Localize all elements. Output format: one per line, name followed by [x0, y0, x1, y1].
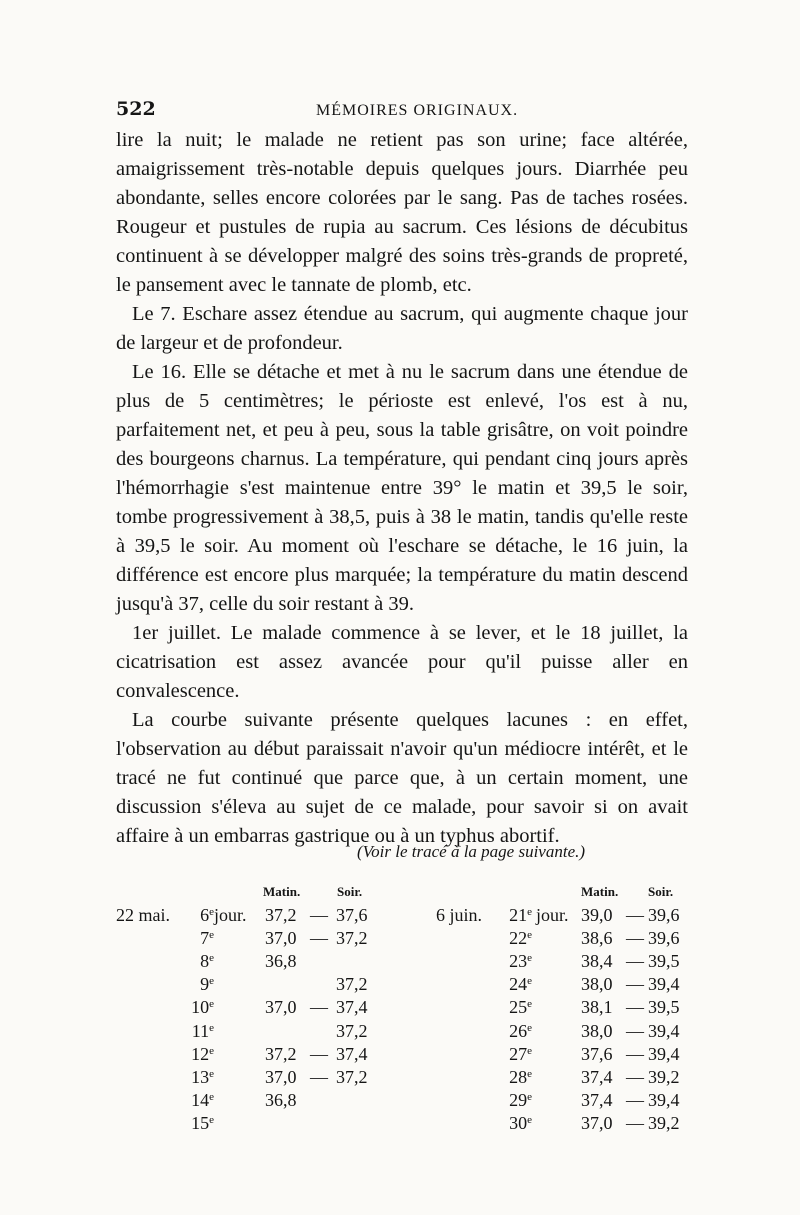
day-number: [191, 1113, 214, 1134]
morning-temperature: 38,6: [581, 928, 613, 949]
day-number: [509, 1067, 532, 1088]
morning-temperature: 37,2: [265, 905, 297, 925]
morning-temperature: 37,6: [581, 1043, 613, 1064]
ordinal-suffix: e: [527, 929, 532, 942]
day-number: [509, 974, 532, 995]
day-ordinal-number: 12: [191, 1043, 210, 1064]
morning-temperature: 37,0: [581, 1112, 613, 1133]
paragraph: Le 7. Eschare assez étendue au sacrum, qui augmente chaque jour de largeur et de profondeur.: [116, 303, 688, 354]
figure-reference-caption: (Voir le tracé à la page suivante.): [357, 842, 586, 861]
day-label: jour.: [214, 905, 247, 925]
day-number: [191, 1090, 214, 1111]
separator-dash: —: [626, 1066, 644, 1087]
morning-temperature: 37,0: [265, 1066, 297, 1087]
day-ordinal-number: 9: [200, 974, 210, 995]
day-number: [192, 1021, 214, 1042]
morning-temperature: 38,4: [581, 951, 613, 972]
ordinal-suffix: e: [527, 975, 532, 988]
morning-temperature: 39,0: [581, 905, 613, 925]
separator-dash: —: [626, 1020, 644, 1041]
evening-temperature: 39,5: [648, 997, 680, 1018]
day-number: [200, 928, 214, 949]
separator-dash: —: [626, 1089, 644, 1110]
day-ordinal-number: 24: [509, 974, 528, 995]
running-title: MÉMOIRES ORIGINAUX.: [316, 102, 519, 119]
morning-temperature: 38,0: [581, 974, 613, 995]
separator-dash: —: [626, 1043, 644, 1064]
ordinal-suffix: e: [527, 906, 532, 918]
day-ordinal-number: 28: [509, 1066, 528, 1087]
page-header: [116, 98, 686, 122]
day-ordinal-number: 15: [191, 1112, 210, 1133]
evening-temperature: 39,6: [648, 928, 680, 949]
evening-temperature: 39,4: [648, 1020, 680, 1041]
day-ordinal-number: 29: [509, 1089, 528, 1110]
right-column-header-matin: Matin.: [581, 884, 619, 899]
day-number: [509, 997, 532, 1018]
evening-temperature: 39,4: [648, 1043, 680, 1064]
left-column-header-matin: Matin.: [263, 884, 301, 899]
separator-dash: —: [626, 1112, 644, 1133]
evening-temperature: 37,2: [336, 974, 368, 995]
evening-temperature: 37,4: [336, 1043, 368, 1064]
separator-dash: —: [626, 974, 644, 995]
separator-dash: —: [310, 1043, 328, 1064]
ordinal-suffix: e: [527, 1021, 532, 1034]
day-ordinal-number: 30: [509, 1112, 528, 1133]
day-number: [509, 1113, 532, 1134]
separator-dash: —: [310, 928, 328, 949]
ordinal-suffix: e: [209, 1113, 214, 1126]
ordinal-suffix: e: [209, 906, 214, 918]
ordinal-suffix: e: [527, 1044, 532, 1057]
day-ordinal-number: 14: [191, 1089, 210, 1110]
ordinal-suffix: e: [209, 929, 214, 942]
separator-dash: —: [626, 997, 644, 1018]
day-number: [191, 1044, 214, 1065]
evening-temperature: 37,4: [336, 997, 368, 1018]
evening-temperature: 39,5: [648, 951, 680, 972]
right-column-header-soir: Soir.: [648, 884, 674, 899]
morning-temperature: 37,0: [265, 997, 297, 1018]
separator-dash: —: [626, 905, 644, 925]
paragraph: lire la nuit; le malade ne retient pas son urine; face altérée, amaigrissement très-notable depuis quelques jours. Diarrhée peu abondante, selles encore colorées par le sang. Pas de taches rosées. Rougeur et pustules de rupia au sacrum. Ces lésions de décubitus continuent à se développer malgré des soins très-grands de propreté, le pansement avec le tannate de plomb, etc.: [116, 129, 688, 296]
separator-dash: —: [310, 1066, 328, 1087]
evening-temperature: 39,4: [648, 974, 680, 995]
body-text: [116, 126, 688, 851]
ordinal-suffix: e: [209, 998, 214, 1011]
day-ordinal-number: 11: [191, 1020, 210, 1041]
separator-dash: —: [626, 951, 644, 972]
ordinal-suffix: e: [527, 1090, 532, 1103]
day-number: [509, 951, 532, 972]
day-ordinal-number: 21: [509, 905, 528, 925]
row-date: 6 juin.: [436, 905, 483, 925]
day-number: [509, 928, 532, 949]
morning-temperature: 36,8: [265, 1089, 297, 1110]
day-number: [509, 1021, 532, 1042]
day-ordinal-number: 22: [509, 928, 528, 949]
day-ordinal-number: 10: [191, 997, 210, 1018]
day-ordinal-number: 27: [509, 1043, 528, 1064]
ordinal-suffix: e: [209, 1044, 214, 1057]
morning-temperature: 37,4: [581, 1066, 613, 1087]
day-ordinal-number: 26: [509, 1020, 528, 1041]
ordinal-suffix: e: [209, 1021, 214, 1034]
day-number: [200, 974, 214, 995]
separator-dash: —: [310, 997, 328, 1018]
evening-temperature: 39,6: [648, 905, 680, 925]
row-date: 22 mai.: [116, 905, 170, 925]
day-ordinal-number: 8: [200, 951, 210, 972]
morning-temperature: 38,1: [581, 997, 613, 1018]
ordinal-suffix: e: [209, 1067, 214, 1080]
separator-dash: —: [626, 928, 644, 949]
evening-temperature: 37,2: [336, 928, 368, 949]
ordinal-suffix: e: [527, 952, 532, 965]
day-ordinal-number: 23: [509, 951, 528, 972]
evening-temperature: 39,4: [648, 1089, 680, 1110]
day-ordinal-number: 13: [191, 1066, 210, 1087]
left-column-header-soir: Soir.: [337, 884, 363, 899]
day-number: [200, 905, 214, 926]
separator-dash: —: [310, 905, 328, 925]
day-ordinal-number: 7: [200, 928, 210, 949]
paragraph: 1er juillet. Le malade commence à se lever, et le 18 juillet, la cicatrisation est assez avancée pour qu'il puisse aller en convalescence.: [116, 622, 688, 702]
morning-temperature: 37,0: [265, 928, 297, 949]
ordinal-suffix: e: [527, 1113, 532, 1126]
ordinal-suffix: e: [527, 998, 532, 1011]
day-ordinal-number: 25: [509, 997, 528, 1018]
evening-temperature: 37,2: [336, 1066, 368, 1087]
paragraph: La courbe suivante présente quelques lacunes : en effet, l'observation au début paraissait n'avoir qu'un médiocre intérêt, et le tracé ne fut continué que parce que, à un certain moment, une discussion s'éleva au sujet de ce malade, pour savoir si on avait affaire à un embarras gastrique ou à un typhus abortif.: [116, 709, 688, 847]
evening-temperature: 37,6: [336, 905, 368, 925]
day-ordinal-number: 6: [200, 905, 210, 925]
morning-temperature: 36,8: [265, 951, 297, 972]
day-number: [191, 997, 214, 1018]
evening-temperature: 39,2: [648, 1066, 680, 1087]
morning-temperature: 37,4: [581, 1089, 613, 1110]
day-label: jour.: [536, 905, 569, 925]
morning-temperature: 37,2: [265, 1043, 297, 1064]
day-number: [200, 951, 214, 972]
ordinal-suffix: e: [527, 1067, 532, 1080]
page-number: 522: [116, 98, 156, 120]
morning-temperature: 38,0: [581, 1020, 613, 1041]
ordinal-suffix: e: [209, 975, 214, 988]
evening-temperature: 39,2: [648, 1112, 680, 1133]
ordinal-suffix: e: [209, 952, 214, 965]
day-number: [509, 1044, 532, 1065]
day-number: [509, 905, 532, 926]
evening-temperature: 37,2: [336, 1020, 368, 1041]
day-number: [191, 1067, 214, 1088]
ordinal-suffix: e: [209, 1090, 214, 1103]
paragraph: Le 16. Elle se détache et met à nu le sacrum dans une étendue de plus de 5 centimètres; le périoste est enlevé, l'os est à nu, parfaitement net, et peu à peu, sous la table grisâtre, on voit poindre des bourgeons charnus. La température, qui pendant cinq jours après l'hémorrhagie s'est maintenue entre 39° le matin et 39,5 le soir, tombe progressivement à 38,5, puis à 38 le matin, tandis qu'elle reste à 39,5 le soir. Au moment où l'eschare se détache, le 16 juin, la différence est encore plus marquée; la température du matin descend jusqu'à 37, celle du soir restant à 39.: [116, 361, 688, 615]
day-number: [509, 1090, 532, 1111]
